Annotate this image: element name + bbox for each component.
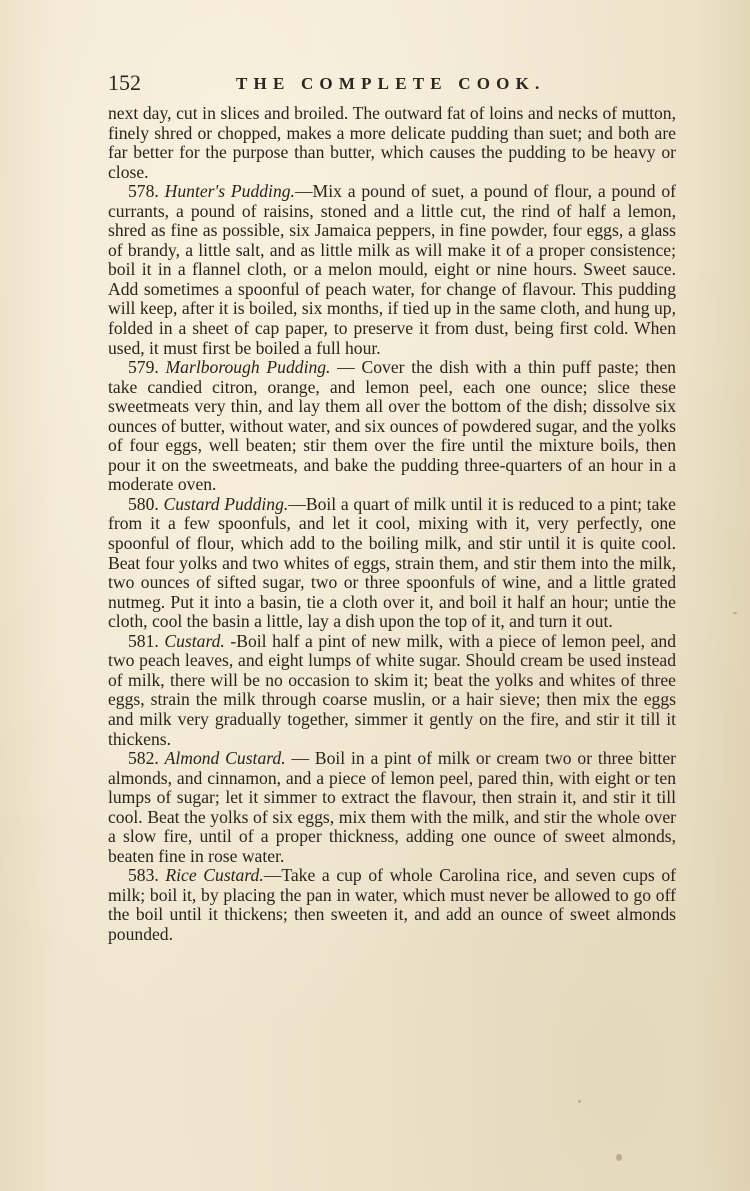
recipe-title: Almond Custard. xyxy=(164,748,286,769)
paragraph-continued xyxy=(108,104,676,182)
recipe-title: Marlborough Pudding. xyxy=(165,357,331,378)
running-title: THE COMPLETE COOK. xyxy=(236,74,546,93)
recipe-text: —Take a cup of whole Carolina rice, and seven cups of milk; boil it, by placing the pan in water, which must never be allowed to go off the boil until it thickens; then sweeten it, and add an ounce of sweet almonds pounded. xyxy=(108,865,676,944)
recipe-text: —Mix a pound of suet, a pound of flour, a pound of currants, a pound of raisins, stoned and a little cut, the rind of half a lemon, shred as fine as possible, six Jamaica peppers, in fine powder, four eggs, a glass of brandy, a little salt, and as little milk as will make it of a proper consistence; boil it in a flannel cloth, or a melon mould, eight or nine hours. Sweet sauce. Add sometimes a spoonful of peach water, for change of flavour. This pudding will keep, after it is boiled, six months, if tied up in the same cloth, and hung up, folded in a sheet of cap paper, to preserve it from dust, being first cold. When used, it must first be boiled a full hour. xyxy=(108,181,676,358)
page-number: 152 xyxy=(108,70,141,95)
recipe-text: —Boil a quart of milk until it is reduced to a pint; take from it a few spoonfuls, and let it cool, mixing with it, very perfectly, one spoonful of flour, which add to the boiling milk, and stir until it is quite cool. Beat four yolks and two whites of eggs, strain them, and stir them into the milk, two ounces of sifted sugar, two or three spoonfuls of wine, and a little grated nutmeg. Put it into a basin, tie a cloth over it, and boil it half an hour; untie the cloth, cool the basin a little, lay a dish upon the top of it, and turn it out. xyxy=(108,493,676,632)
recipe-581 xyxy=(108,632,676,749)
paper-speck xyxy=(616,1154,622,1161)
recipe-text: — Boil in a pint of milk or cream two or three bitter almonds, and cinnamon, and a piece of lemon peel, pared thin, with eight or ten lumps of sugar; let it simmer to extract the flavour, then strain it, and stir it till cool. Beat the yolks of six eggs, mix them with the milk, and stir the whole over a slow fire, until of a proper thickness, adding one ounce of sweet almonds, beaten fine in rose water. xyxy=(108,748,676,866)
page-body xyxy=(108,104,676,945)
recipe-title: Rice Custard. xyxy=(165,865,264,886)
recipe-title: Hunter's Pudding. xyxy=(164,181,295,202)
paragraph-text: next day, cut in slices and broiled. The outward fat of loins and necks of mutton, finely shred or chopped, makes a more delicate pudding than suet; and both are far better for the purpose than butter, which causes the pudding to be heavy or close. xyxy=(108,103,676,182)
recipe-583 xyxy=(108,866,676,944)
paper-speck xyxy=(733,612,737,614)
recipe-text: -Boil half a pint of new milk, with a piece of lemon peel, and two peach leaves, and eight lumps of white sugar. Should cream be used instead of milk, there will be no occasion to skim it; beat the yolks and whites of three eggs, strain the milk through coarse muslin, or a hair sieve; then mix the eggs and milk very gradually together, simmer it gently on the fire, and stir it till it thickens. xyxy=(108,630,676,749)
recipe-number: 582. xyxy=(128,748,159,769)
recipe-number: 583. xyxy=(128,865,159,886)
recipe-number: 580. xyxy=(128,493,159,514)
recipe-text: — Cover the dish with a thin puff paste; then take candied citron, orange, and lemon peel, each one ounce; slice these sweetmeats very thin, and lay them all over the bottom of the dish; dissolve six ounces of butter, without water, and six ounces of powdered sugar, and the yolks of four eggs, well beaten; stir them over the fire until the mixture boils, then pour it on the sweetmeats, and bake the pudding three-quarters of an hour in a moderate oven. xyxy=(108,357,676,495)
recipe-580 xyxy=(108,495,676,632)
recipe-title: Custard. xyxy=(164,630,225,651)
recipe-number: 579. xyxy=(128,357,159,378)
recipe-number: 581. xyxy=(128,630,159,651)
recipe-number: 578. xyxy=(128,181,159,202)
page-header xyxy=(108,70,676,100)
recipe-title: Custard Pudding. xyxy=(163,493,289,514)
recipe-579 xyxy=(108,358,676,495)
paper-speck xyxy=(578,1100,581,1103)
recipe-578 xyxy=(108,182,676,358)
recipe-582 xyxy=(108,749,676,866)
